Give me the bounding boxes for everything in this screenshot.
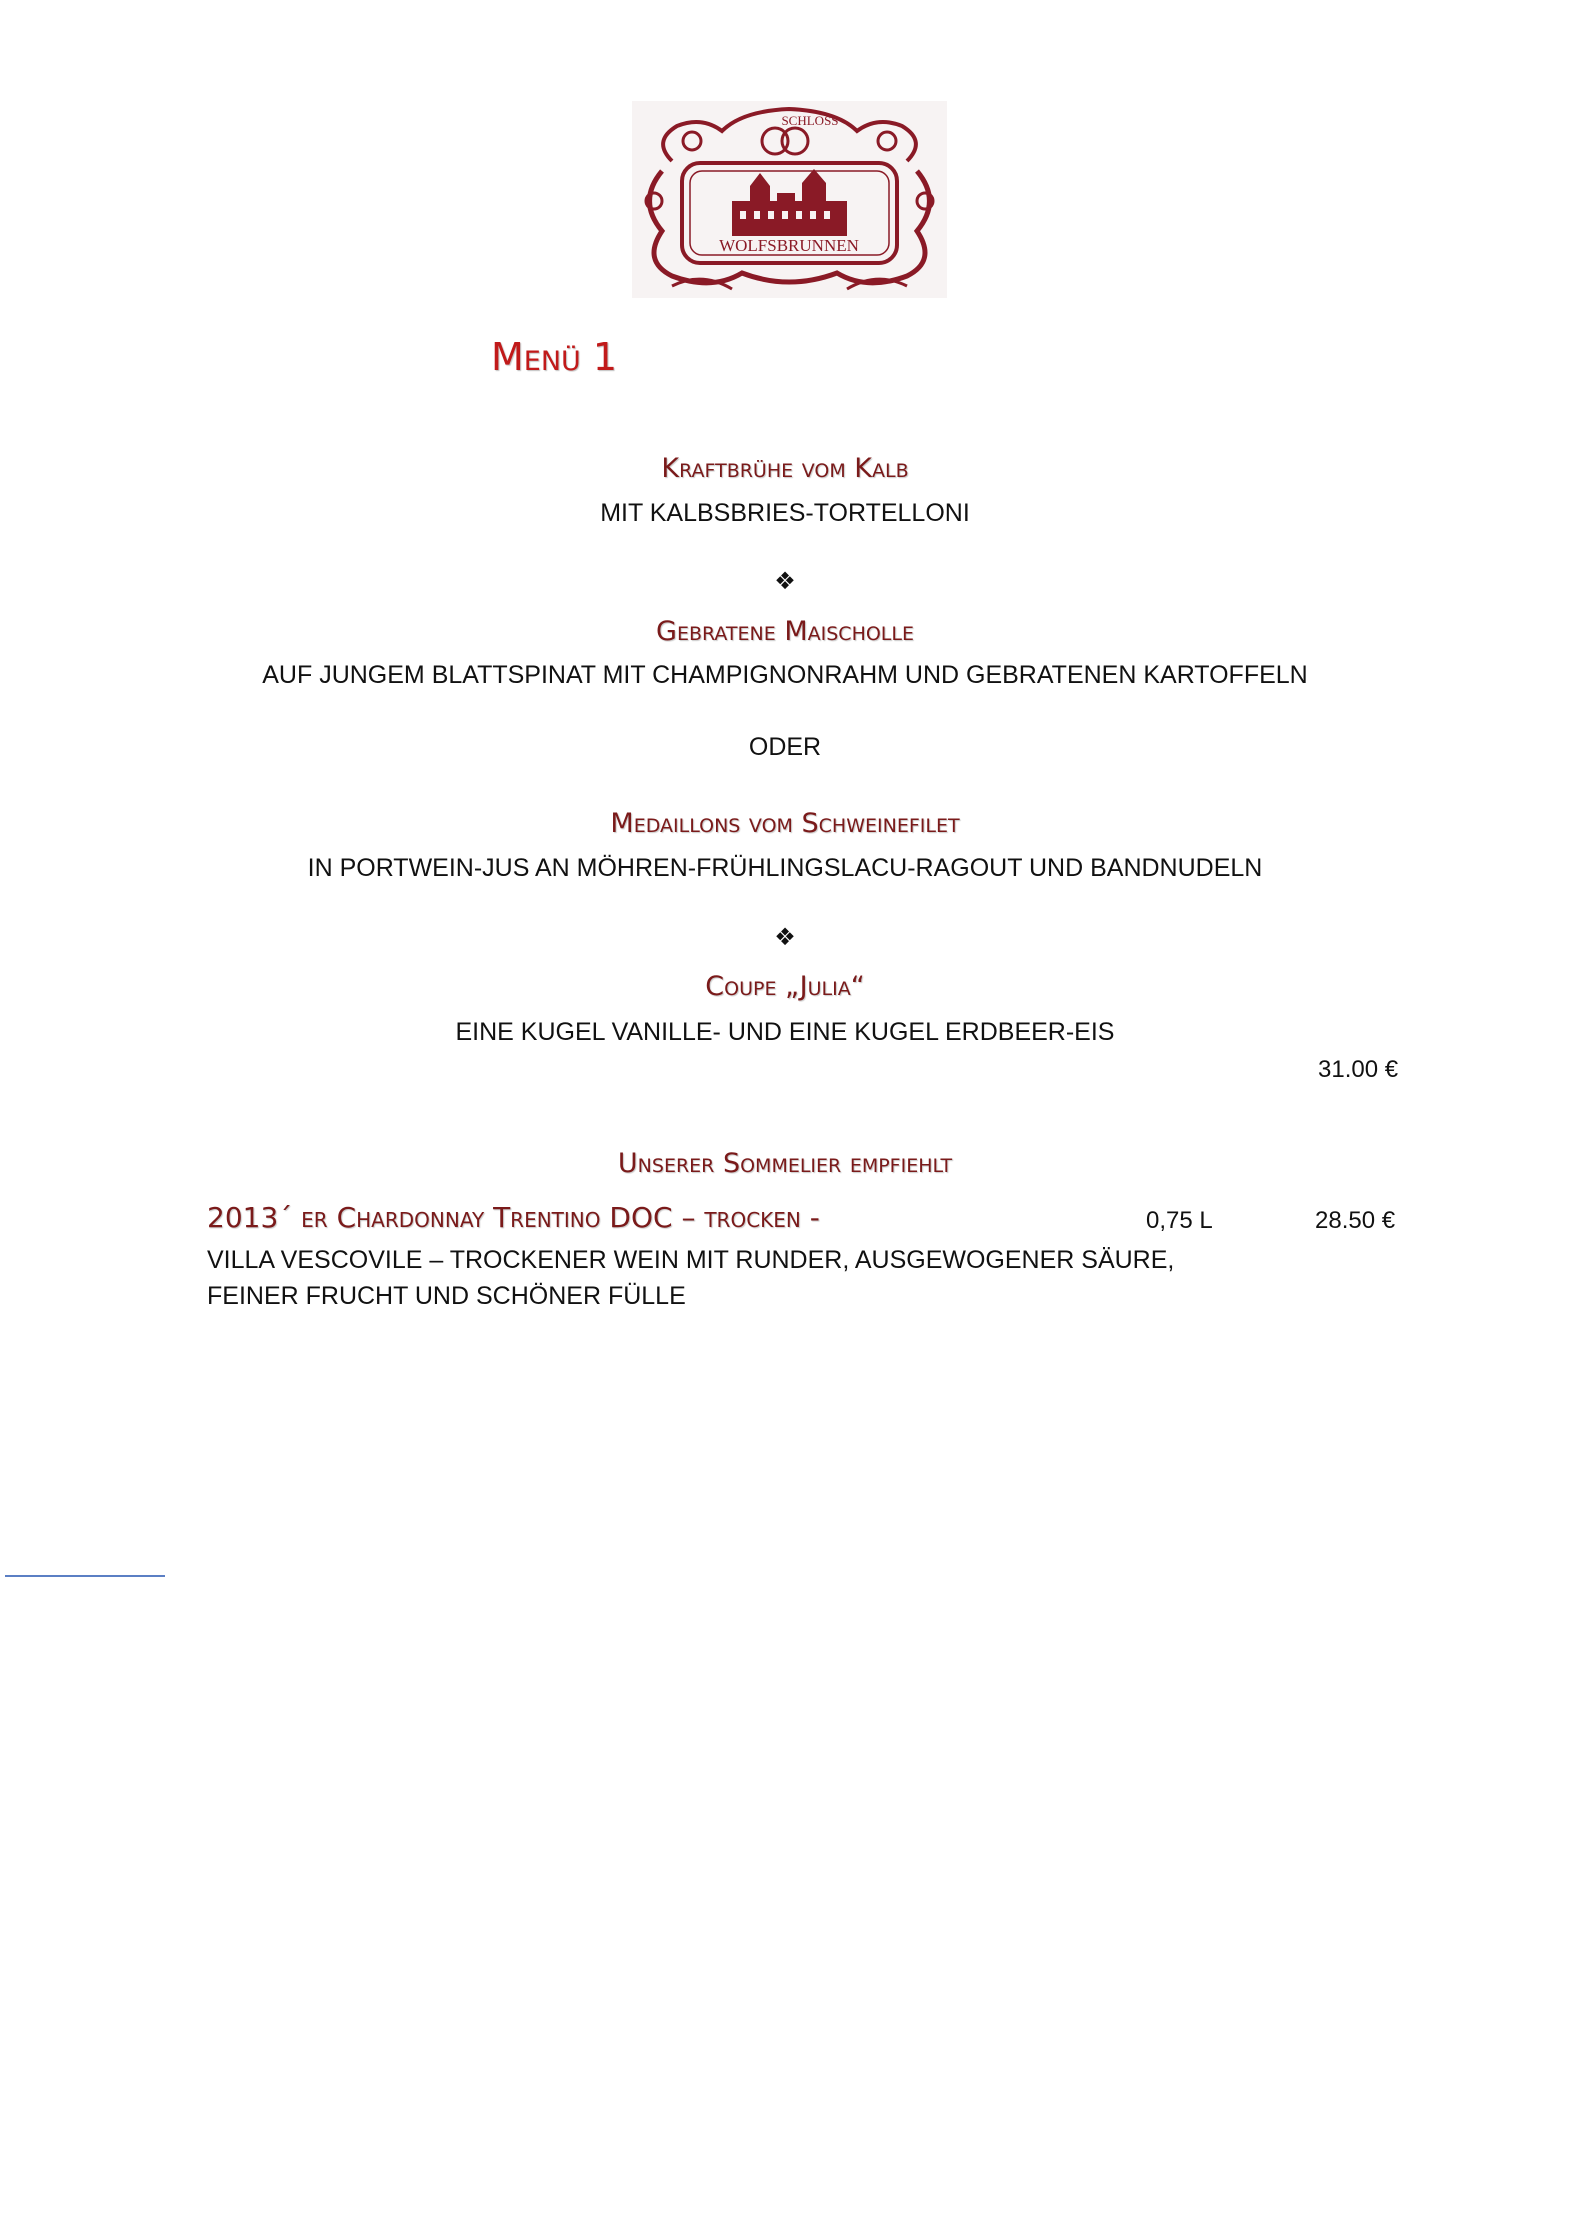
course2a-title: Gebratene Maischolle	[656, 616, 914, 647]
course1-description: MIT KALBSBRIES-TORTELLONI	[600, 499, 970, 527]
course2a-description: AUF JUNGEM BLATTSPINAT MIT CHAMPIGNONRAHM UND GEBRATENEN KARTOFFELN	[262, 661, 1308, 689]
course3-description: EINE KUGEL VANILLE- UND EINE KUGEL ERDBEER-EIS	[455, 1018, 1115, 1046]
course1-title: Kraftbrühe vom Kalb	[661, 453, 909, 484]
oder-label: ODER	[748, 733, 822, 761]
logo-top-text: SCHLOSS	[781, 113, 839, 128]
course2b-title: Medaillons vom Schweinefilet	[610, 808, 960, 839]
wine-volume: 0,75 L	[1146, 1207, 1213, 1234]
menu-title: Menü 1	[491, 335, 618, 379]
menu-price: 31.00 €	[1318, 1056, 1399, 1083]
course3-title: Coupe „Julia“	[705, 971, 865, 1002]
course2b-description: IN PORTWEIN-JUS AN MÖHREN-FRÜHLINGSLACU-RAGOUT UND BANDNUDELN	[307, 854, 1263, 882]
wine-description-line-1: VILLA VESCOVILE – TROCKENER WEIN MIT RUNDER, AUSGEWOGENER SÄURE,	[207, 1246, 1175, 1274]
sommelier-heading: Unserer Sommelier empfiehlt	[617, 1148, 953, 1179]
separator-ornament-2: ❖	[774, 923, 796, 951]
separator-ornament-1: ❖	[774, 567, 796, 595]
blue-rule-line	[5, 1575, 165, 1577]
logo-name-text: WOLFSBRUNNEN	[719, 236, 859, 255]
wine-name: 2013´ er Chardonnay Trentino DOC – trocken -	[207, 1201, 820, 1234]
logo-schloss-wolfsbrunnen	[632, 101, 947, 298]
wine-price: 28.50 €	[1315, 1207, 1396, 1234]
wine-description-line-2: FEINER FRUCHT UND SCHÖNER FÜLLE	[207, 1282, 686, 1310]
